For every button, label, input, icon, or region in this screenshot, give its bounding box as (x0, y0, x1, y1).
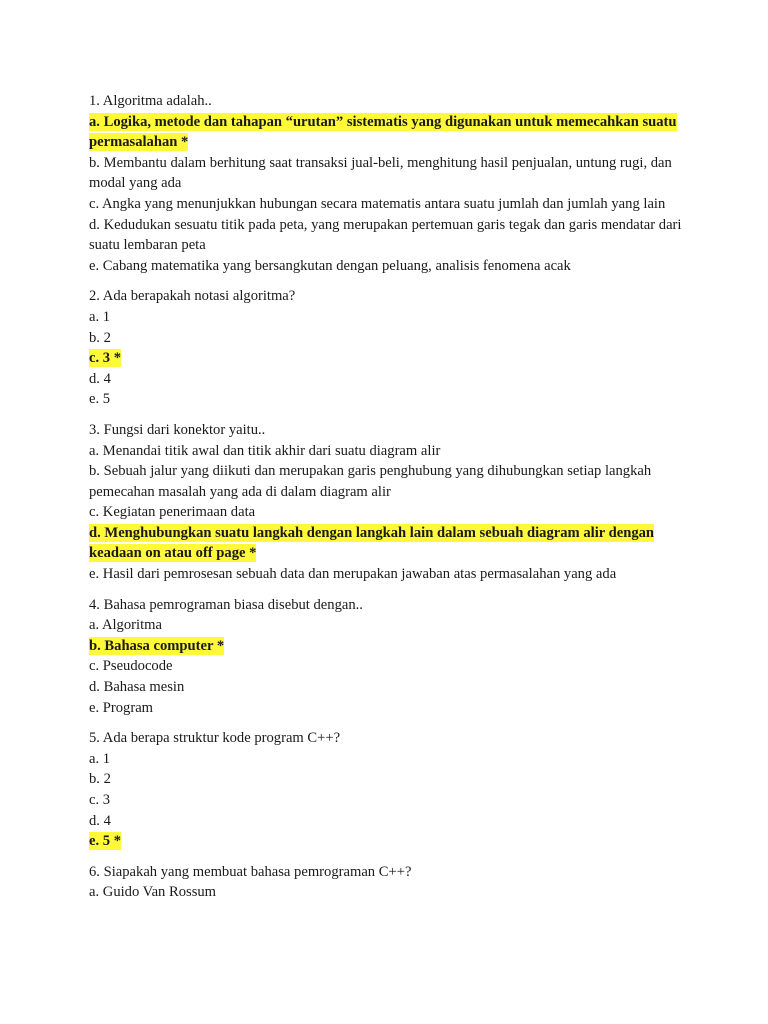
option-b: b. Membantu dalam berhitung saat transaksi jual-beli, menghitung hasil penjualan, untung rugi, dan modal yang ada (89, 154, 672, 192)
option-e: e. Program (89, 699, 154, 716)
option-b: b. 2 (89, 329, 111, 346)
option-d-correct (89, 523, 689, 564)
question-2 (89, 286, 689, 410)
option-e: e. 5 (89, 391, 111, 408)
option-b-correct (89, 636, 689, 657)
option-a: a. Menandai titik awal dan titik akhir dari suatu diagram alir (89, 442, 441, 459)
option-e-correct (89, 831, 689, 852)
question-stem: 3. Fungsi dari konektor yaitu.. (89, 421, 266, 438)
option-c: c. Kegiatan penerimaan data (89, 504, 256, 521)
option-d: d. Bahasa mesin (89, 679, 185, 696)
option-d: d. 4 (89, 812, 111, 829)
option-b: b. Sebuah jalur yang diikuti dan merupakan garis penghubung yang dihubungkan setiap langkah pemecahan masalah yang ada di dalam diagram alir (89, 463, 652, 500)
answer-highlight: b. Bahasa computer * (89, 637, 225, 654)
answer-highlight: d. Menghubungkan suatu langkah dengan langkah lain dalam sebuah diagram alir dengan keadaan on atau off page * (89, 524, 655, 562)
question-4 (89, 595, 689, 719)
option-e: e. Hasil dari pemrosesan sebuah data dan merupakan jawaban atas permasalahan yang ada (89, 566, 617, 583)
option-b: b. 2 (89, 771, 111, 788)
option-a-correct (89, 112, 689, 153)
option-a: a. Guido Van Rossum (89, 884, 217, 901)
question-stem: 1. Algoritma adalah.. (89, 93, 212, 109)
document-page (89, 91, 689, 913)
question-3 (89, 420, 689, 585)
question-stem: 4. Bahasa pemrograman biasa disebut dengan.. (89, 596, 363, 613)
option-c-correct (89, 348, 689, 369)
answer-highlight: a. Logika, metode dan tahapan “urutan” sistematis yang digunakan untuk memecahkan suatu permasalahan * (89, 113, 677, 151)
question-6 (89, 862, 689, 903)
option-a: a. 1 (89, 750, 111, 767)
option-d: d. 4 (89, 370, 111, 387)
option-a: a. Algoritma (89, 617, 162, 634)
question-5 (89, 728, 689, 852)
question-1 (89, 91, 689, 276)
option-d: d. Kedudukan sesuatu titik pada peta, yang merupakan pertemuan garis tegak dan garis mendatar dari suatu lembaran peta (89, 216, 682, 254)
option-c: c. Pseudocode (89, 658, 173, 675)
option-a: a. 1 (89, 308, 111, 325)
option-e: e. Cabang matematika yang bersangkutan dengan peluang, analisis fenomena acak (89, 257, 571, 274)
answer-highlight: e. 5 * (89, 833, 122, 850)
question-stem: 2. Ada berapakah notasi algoritma? (89, 288, 296, 305)
option-c: c. Angka yang menunjukkan hubungan secara matematis antara suatu jumlah dan jumlah yang lain (89, 195, 666, 212)
question-stem: 5. Ada berapa struktur kode program C++? (89, 730, 341, 747)
option-c: c. 3 (89, 792, 111, 808)
question-stem: 6. Siapakah yang membuat bahasa pemrograman C++? (89, 863, 412, 880)
answer-highlight: c. 3 * (89, 350, 122, 367)
